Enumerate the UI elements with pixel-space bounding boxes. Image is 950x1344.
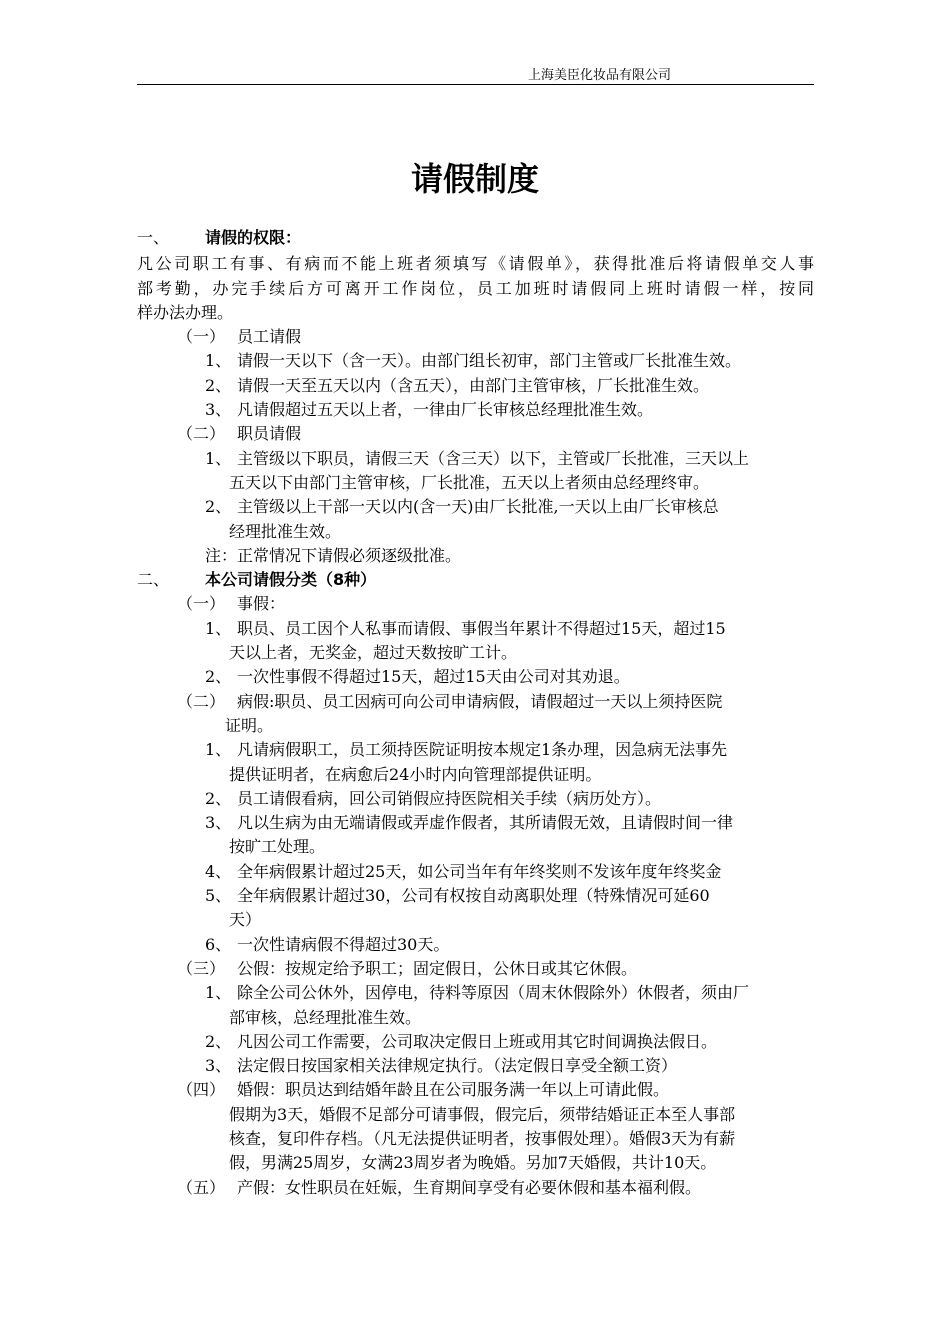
subsection-heading (137, 690, 814, 714)
subsection-continuation: 证明。 (225, 715, 274, 735)
item-number: 1、 (205, 351, 232, 371)
item-number: 2、 (205, 497, 232, 517)
item-text: 全年病假累计超过25天，如公司当年有年终奖则不发该年度年终奖金 (237, 861, 722, 881)
list-item (137, 617, 814, 641)
item-text: 职员、员工因个人私事而请假、事假当年累计不得超过15天，超过15 (237, 618, 726, 638)
item-continuation: 天） (229, 910, 262, 930)
list-item (137, 349, 814, 373)
subsection-label: 产假：女性职员在妊娠，生育期间享受有必要休假和基本福利假。 (237, 1177, 702, 1197)
list-item (137, 665, 814, 689)
paragraph-line: 假，男满25周岁，女满23周岁者为晚婚。另加7天婚假，共计10天。 (229, 1153, 717, 1173)
subsection-heading (137, 592, 814, 616)
subsection-number: （二） (177, 691, 226, 711)
item-text: 凡请假超过五天以上者，一律由厂长审核总经理批准生效。 (237, 400, 654, 420)
item-continuation: 经理批准生效。 (229, 521, 342, 541)
section-title: 请假的权限： (205, 228, 302, 247)
list-item (137, 398, 814, 422)
list-item (137, 447, 814, 471)
item-number: 1、 (205, 618, 232, 638)
item-text: 凡因公司工作需要，公司取决定假日上班或用其它时间调换法假日。 (237, 1031, 718, 1051)
item-continuation: 天以上者，无奖金，超过天数按旷工计。 (229, 643, 518, 663)
item-number: 1、 (205, 448, 232, 468)
subsection-number: （二） (177, 424, 226, 444)
subsection-number: （一） (177, 327, 226, 347)
item-continuation: 部审核，总经理批准生效。 (229, 1007, 422, 1027)
item-text: 主管级以下职员，请假三天（含三天）以下，主管或厂长批准，三天以上 (237, 448, 750, 468)
item-text: 一次性请病假不得超过30天。 (237, 934, 450, 954)
item-continuation: 提供证明者，在病愈后24小时内向管理部提供证明。 (229, 764, 602, 784)
item-text: 全年病假累计超过30，公司有权按自动离职处理（特殊情况可延60 (237, 886, 710, 906)
subsection-number: （一） (177, 594, 226, 614)
item-continuation: 五天以下由部门主管审核，厂长批准，五天以上者须由总经理终审。 (229, 472, 710, 492)
item-number: 5、 (205, 886, 232, 906)
item-text: 除全公司公休外，因停电，待料等原因（周末休假除外）休假者，须由厂 (237, 983, 750, 1003)
item-number: 3、 (205, 813, 232, 833)
item-text: 请假一天至五天以内（含五天），由部门主管审核，厂长批准生效。 (237, 375, 710, 395)
subsection-heading (137, 957, 814, 981)
list-item (137, 981, 814, 1005)
paragraph-line: 核查，复印件存档。（凡无法提供证明者，按事假处理）。婚假3天为有薪 (229, 1128, 736, 1148)
header-rule (137, 84, 814, 85)
item-text: 请假一天以下（含一天）。由部门组长初审，部门主管或厂长批准生效。 (237, 351, 742, 371)
item-number: 6、 (205, 934, 232, 954)
item-text: 员工请假看病，回公司销假应持医院相关手续（病历处方）。 (237, 788, 662, 808)
section-number: 二、 (137, 570, 170, 590)
item-number: 1、 (205, 740, 232, 760)
list-item (137, 787, 814, 811)
item-text: 凡以生病为由无端请假或弄虚作假者，其所请假无效，且请假时间一律 (237, 813, 734, 833)
subsection-heading (137, 1176, 814, 1200)
list-item (137, 860, 814, 884)
section-number: 一、 (137, 228, 170, 247)
item-number: 4、 (205, 861, 232, 881)
section-heading-1 (137, 226, 814, 250)
item-number: 1、 (205, 983, 232, 1003)
document-body (137, 226, 814, 1200)
list-item (137, 374, 814, 398)
item-number: 3、 (205, 400, 232, 420)
subsection-number: （三） (177, 958, 226, 978)
subsection-label: 员工请假 (237, 327, 302, 347)
note-text: 注：正常情况下请假必须逐级批准。 (205, 545, 462, 565)
subsection-label: 职员请假 (237, 424, 302, 444)
list-item (137, 1054, 814, 1078)
list-item (137, 811, 814, 835)
subsection-heading (137, 1078, 814, 1102)
intro-line: 部考勤，办完手续后方可离开工作岗位，员工加班时请假同上班时请假一样，按同 (137, 278, 814, 298)
item-number: 2、 (205, 1031, 232, 1051)
list-item (137, 1030, 814, 1054)
list-item (137, 884, 814, 908)
subsection-label: 婚假：职员达到结婚年龄且在公司服务满一年以上可请此假。 (237, 1080, 670, 1100)
item-text: 主管级以上干部一天以内(含一天)由厂长批准,一天以上由厂长审核总 (237, 497, 719, 517)
item-text: 一次性事假不得超过15天，超过15天由公司对其劝退。 (237, 667, 630, 687)
item-number: 2、 (205, 375, 232, 395)
header-company: 上海美臣化妆品有限公司 (528, 68, 672, 83)
subsection-label: 病假:职员、员工因病可向公司申请病假，请假超过一天以上须持医院 (237, 691, 723, 711)
intro-line: 凡公司职工有事、有病而不能上班者须填写《请假单》，获得批准后将请假单交人事 (137, 254, 814, 274)
section-title: 本公司请假分类（8种） (205, 570, 377, 590)
item-continuation: 按旷工处理。 (229, 837, 326, 857)
subsection-label: 公假：按规定给予职工；固定假日，公休日或其它休假。 (237, 958, 638, 978)
list-item (137, 933, 814, 957)
intro-line: 样办法办理。 (137, 302, 234, 322)
item-number: 2、 (205, 667, 232, 687)
paragraph-line: 假期为3天，婚假不足部分可请事假，假完后，须带结婚证正本至人事部 (229, 1104, 736, 1124)
item-number: 3、 (205, 1056, 232, 1076)
subsection-heading (137, 325, 814, 349)
item-text: 法定假日按国家相关法律规定执行。（法定假日享受全额工资） (237, 1056, 678, 1076)
item-number: 2、 (205, 788, 232, 808)
document-title: 请假制度 (410, 160, 539, 198)
subsection-number: （五） (177, 1177, 226, 1197)
subsection-label: 事假： (237, 594, 286, 614)
list-item (137, 495, 814, 519)
subsection-number: （四） (177, 1080, 226, 1100)
item-text: 凡请病假职工，员工须持医院证明按本规定1条办理，因急病无法事先 (237, 740, 728, 760)
subsection-heading (137, 422, 814, 446)
section-heading-2 (137, 568, 814, 592)
list-item (137, 738, 814, 762)
